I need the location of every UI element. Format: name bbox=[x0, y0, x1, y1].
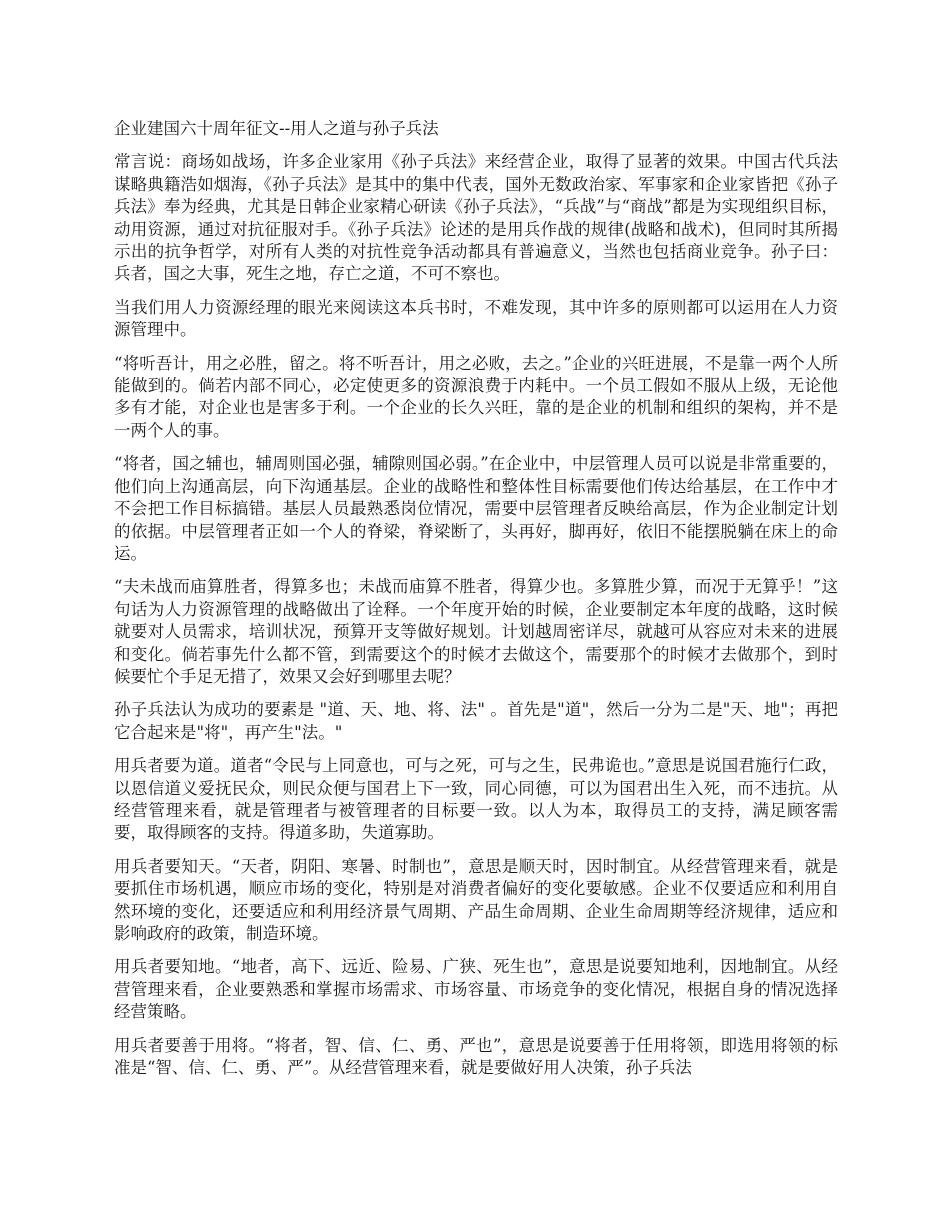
paragraph-intro: 常言说：商场如战场，许多企业家用《孙子兵法》来经营企业，取得了显著的效果。中国古代兵法谋略典籍浩如烟海，《孙子兵法》是其中的集中代表，国外无数政治家、军事家和企业家皆把《孙子兵法》奉为经典，尤其是日韩企业家精心研读《孙子兵法》，“兵战”与“商战”都是为实现组织目标，动用资源，通过对抗征服对手。《孙子兵法》论述的是用兵作战的规律(战略和战术)，但同时其所揭示出的抗争哲学，对所有人类的对抗性竞争活动都具有普遍意义，当然也包括商业竞争。孙子曰：兵者，国之大事，死生之地，存亡之道，不可不察也。 bbox=[114, 152, 838, 284]
paragraph-jiang: 用兵者要善于用将。“将者，智、信、仁、勇、严也”，意思是说要善于任用将领，即选用将领的标准是“智、信、仁、勇、严”。从经营管理来看，就是要做好用人决策，孙子兵法 bbox=[114, 1035, 838, 1078]
paragraph-tian: 用兵者要知天。“天者，阴阳、寒暑、时制也”，意思是顺天时，因时制宜。从经营管理来看，就是要抓住市场机遇，顺应市场的变化，特别是对消费者偏好的变化要敏感。企业不仅要适应和利用自然环境的变化，还要适应和利用经济景气周期、产品生命周期、企业生命周期等经济规律，适应和影响政府的政策，制造环境。 bbox=[114, 856, 838, 943]
paragraph-planning: “夫未战而庙算胜者，得算多也；未战而庙算不胜者，得算少也。多算胜少算，而况于无算乎！”这句话为人力资源管理的战略做出了诠释。一个年度开始的时候，企业要制定本年度的战略，这时候就要对人员需求，培训状况，预算开支等做好规划。计划越周密详尽，就越可从容应对未来的进展和变化。倘若事先什么都不管，到需要这个的时候才去做这个，需要那个的时候才去做那个，到时候要忙个手足无措了，效果又会好到哪里去呢？ bbox=[114, 577, 838, 686]
paragraph-five-factors: 孙子兵法认为成功的要素是 "道、天、地、将、法" 。首先是"道"，然后一分为二是"天、地"；再把它合起来是"将"，再产生"法。" bbox=[114, 700, 838, 742]
paragraph-dao: 用兵者要为道。道者“令民与上同意也，可与之死，可与之生，民弗诡也。”意思是说国君施行仁政，以恩信道义爱抚民众，则民众便与国君上下一致，同心同德，可以为国君出生入死，而不违抗。从经营管理来看，就是管理者与被管理者的目标要一致。以人为本，取得员工的支持，满足顾客需要，取得顾客的支持。得道多助，失道寡助。 bbox=[114, 756, 838, 843]
paragraph-hr-perspective: 当我们用人力资源经理的眼光来阅读这本兵书时，不难发现，其中许多的原则都可以运用在人力资源管理中。 bbox=[114, 297, 838, 340]
paragraph-follow-orders: “将听吾计，用之必胜，留之。将不听吾计，用之必败，去之。”企业的兴旺进展，不是靠一两个人所能做到的。倘若内部不同心，必定使更多的资源浪费于内耗中。一个员工假如不服从上级，无论他多有才能，对企业也是害多于利。一个企业的长久兴旺，靠的是企业的机制和组织的架构，并不是一两个人的事。 bbox=[114, 353, 838, 440]
document-page bbox=[114, 118, 838, 1090]
document-title: 企业建国六十周年征文--用人之道与孙子兵法 bbox=[114, 119, 439, 138]
paragraph-di: 用兵者要知地。“地者，高下、远近、险易、广狭、死生也”，意思是说要知地利，因地制宜。从经营管理来看，企业要熟悉和掌握市场需求、市场容量、市场竞争的变化情况，根据自身的情况选择经营策略。 bbox=[114, 957, 838, 1022]
paragraph-middle-management: “将者，国之辅也，辅周则国必强，辅隙则国必弱。”在企业中，中层管理人员可以说是非常重要的，他们向上沟通高层，向下沟通基层。企业的战略性和整体性目标需要他们传达给基层，在工作中才不会把工作目标搞错。基层人员最熟悉岗位情况，需要中层管理者反映给高层，作为企业制定计划的依据。中层管理者正如一个人的脊梁，脊梁断了，头再好，脚再好，依旧不能摆脱躺在床上的命运。 bbox=[114, 454, 838, 563]
